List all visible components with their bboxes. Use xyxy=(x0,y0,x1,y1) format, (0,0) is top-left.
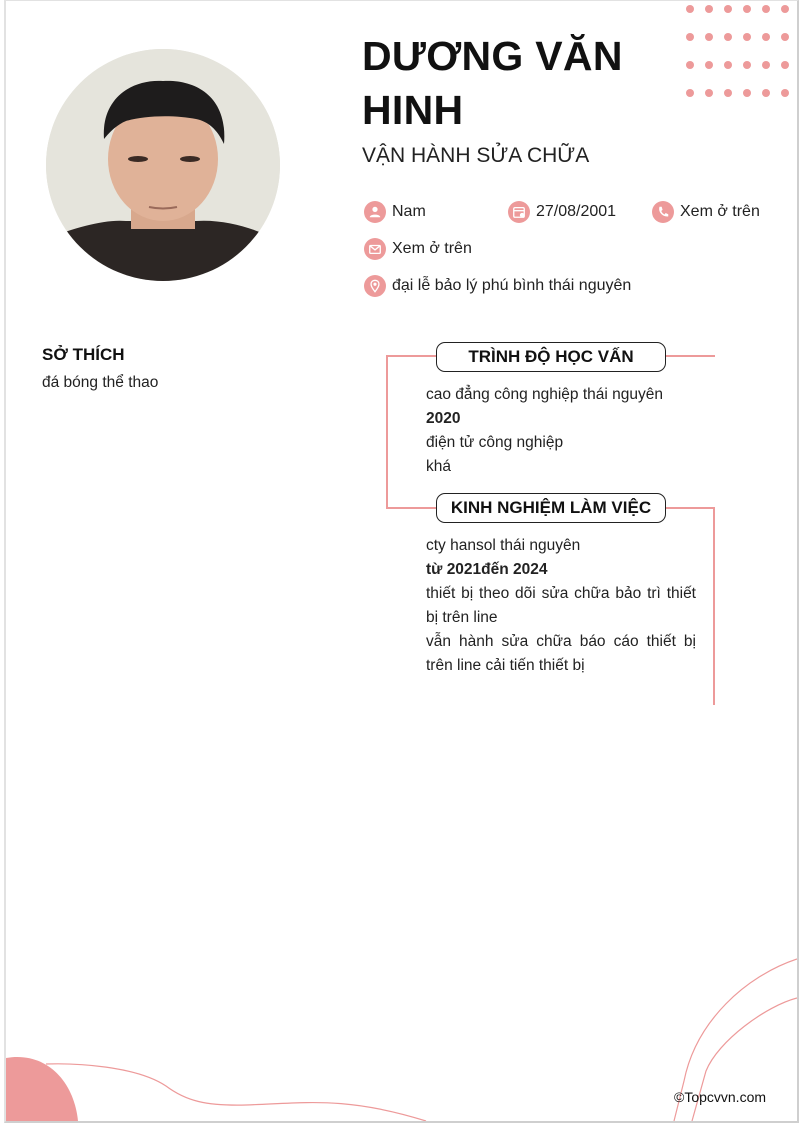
address-value: đại lễ bảo lý phú bình thái nguyên xyxy=(392,277,632,294)
timeline-connector xyxy=(664,355,715,357)
experience-company: cty hansol thái nguyên xyxy=(426,537,581,554)
education-school: cao đẳng công nghiệp thái nguyên xyxy=(426,386,664,403)
education-grade: khá xyxy=(426,458,451,475)
job-title: VẬN HÀNH SỬA CHỮA xyxy=(362,144,590,167)
email-value: Xem ở trên xyxy=(392,240,472,257)
experience-content xyxy=(426,534,696,678)
location-pin-icon xyxy=(364,275,386,297)
phone-icon xyxy=(652,201,674,223)
birthday-value: 27/08/2001 xyxy=(536,203,617,220)
experience-title: KINH NGHIỆM LÀM VIỆC xyxy=(436,493,666,523)
profile-photo xyxy=(46,49,280,281)
copyright-footer: ©Topcvvn.com xyxy=(674,1089,767,1105)
experience-period: từ 2021đến 2024 xyxy=(426,561,548,578)
cv-page xyxy=(4,0,799,1123)
email-field xyxy=(364,238,472,260)
timeline-connector xyxy=(386,355,388,509)
address-field xyxy=(364,275,631,297)
education-major: điện tử công nghiệp xyxy=(426,434,564,451)
timeline-connector xyxy=(664,507,715,509)
calendar-icon xyxy=(508,201,530,223)
education-year: 2020 xyxy=(426,410,461,427)
education-content xyxy=(426,383,696,479)
experience-position: thiết bị theo dõi sửa chữa bảo trì thiết bị trên line xyxy=(426,585,696,626)
experience-description: vẫn hành sửa chữa báo cáo thiết bị trên line cải tiến thiết bị xyxy=(426,633,696,674)
mail-icon xyxy=(364,238,386,260)
education-title: TRÌNH ĐỘ HỌC VẤN xyxy=(436,342,666,372)
gender-field xyxy=(364,201,426,223)
candidate-name: DƯƠNG VĂN HINH xyxy=(362,33,623,133)
hobbies-value: đá bóng thể thao xyxy=(42,374,159,391)
birthday-field xyxy=(508,201,616,223)
hobbies-title: SỞ THÍCH xyxy=(42,345,125,364)
phone-field xyxy=(652,201,760,223)
phone-value: Xem ở trên xyxy=(680,203,760,220)
timeline-connector xyxy=(713,507,715,705)
gender-value: Nam xyxy=(392,203,426,220)
user-icon xyxy=(364,201,386,223)
timeline-connector xyxy=(386,355,436,357)
timeline-connector xyxy=(386,507,436,509)
